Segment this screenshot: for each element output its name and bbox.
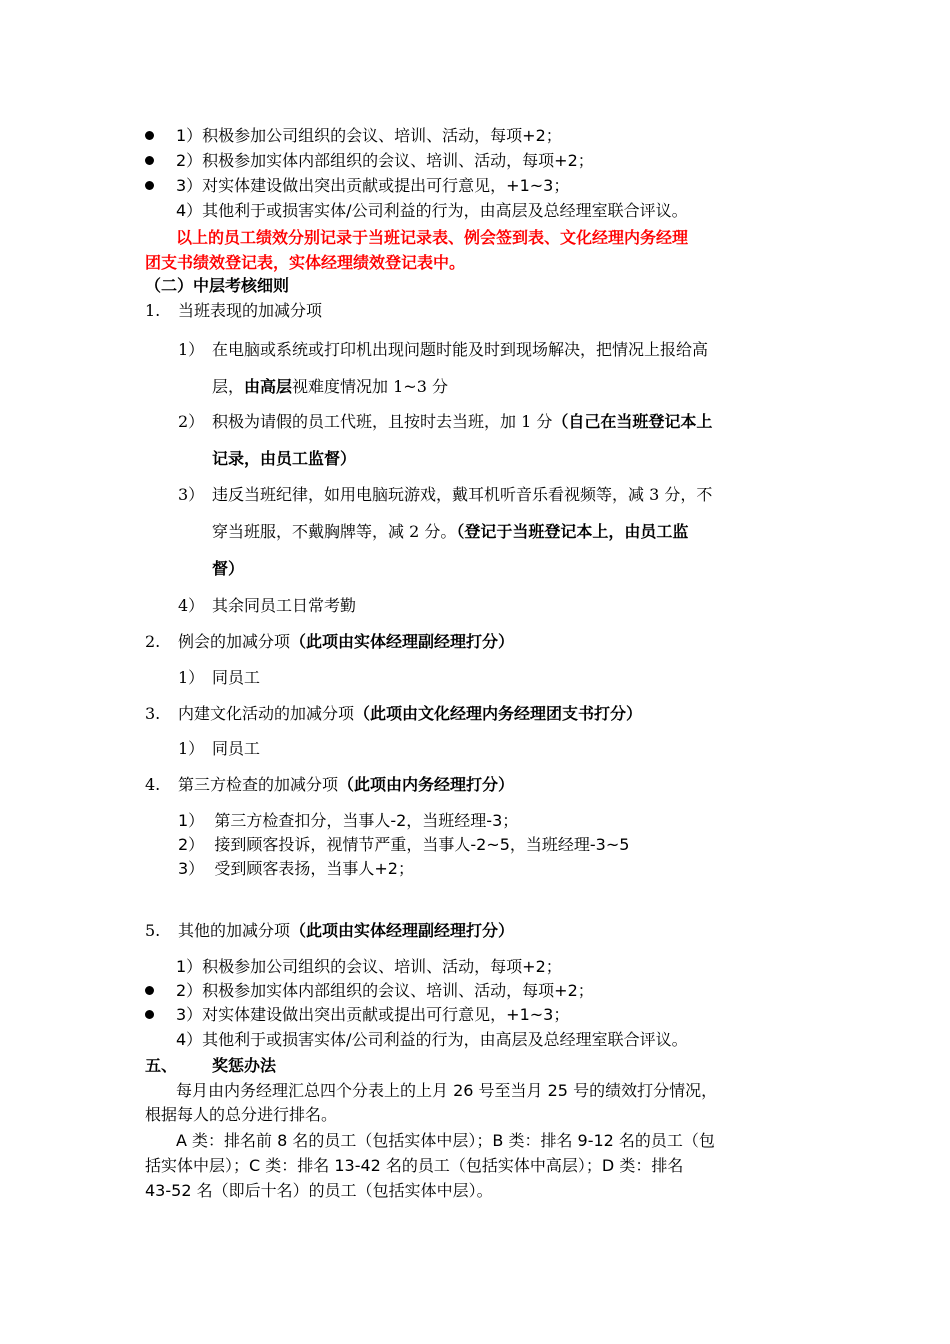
- list-item: 3）对实体建设做出突出贡献或提出可行意见，+1~3；: [176, 176, 570, 195]
- subitem-number: 1）: [178, 340, 205, 359]
- paragraph-line: 每月由内务经理汇总四个分表上的上月 26 号至当月 25 号的绩效打分情况，: [176, 1081, 718, 1100]
- item-number: 4.: [145, 775, 161, 794]
- bullet-icon: [145, 986, 154, 995]
- text-run: 层，: [212, 377, 245, 396]
- red-note-line: 团支书绩效登记表，实体经理绩效登记表中。: [145, 253, 466, 272]
- subitem-text: 违反当班纪律，如用电脑玩游戏，戴耳机听音乐看视频等，减 3 分，不: [212, 485, 713, 504]
- list-item: 1）积极参加公司组织的会议、培训、活动，每项+2；: [176, 126, 562, 145]
- subitem-number: 2）: [178, 412, 205, 431]
- item-title: [178, 631, 514, 653]
- subitem-text: 3） 受到顾客表扬，当事人+2；: [178, 859, 414, 878]
- text-run-bold: （此项由实体经理副经理打分）: [290, 921, 515, 940]
- subitem-text: [212, 411, 712, 433]
- text-run: 内建文化活动的加减分项: [178, 704, 355, 723]
- text-run-bold: （登记于当班登记本上，由员工监: [456, 522, 689, 541]
- list-item: 3）对实体建设做出突出贡献或提出可行意见，+1~3；: [176, 1005, 570, 1024]
- red-note-line: 以上的员工绩效分别记录于当班记录表、例会签到表、文化经理内务经理: [176, 228, 689, 247]
- item-number: 2.: [145, 632, 161, 651]
- bullet-icon: [145, 1010, 154, 1019]
- subitem-text: 记录，由员工监督）: [212, 449, 357, 468]
- item-number: 3.: [145, 704, 161, 723]
- text-run: 视难度情况加 1~3 分: [292, 377, 448, 396]
- subitem-number: 1）: [178, 668, 205, 687]
- list-item: 4）其他利于或损害实体/公司利益的行为，由高层及总经理室联合评议。: [176, 201, 688, 220]
- subitem-number: 3）: [178, 485, 205, 504]
- paragraph-line: A 类：排名前 8 名的员工（包括实体中层）；B 类：排名 9-12 名的员工（包: [176, 1131, 715, 1150]
- text-run: 穿当班服，不戴胸牌等，减 2 分。: [212, 522, 457, 541]
- subitem-text: [212, 376, 448, 398]
- subitem-text: 督）: [212, 559, 245, 578]
- text-run-bold: （此项由实体经理副经理打分）: [290, 632, 515, 651]
- text-run-bold: （自己在当班登记本上: [552, 412, 713, 431]
- subitem-number: 1）: [178, 739, 205, 758]
- bullet-icon: [145, 156, 154, 165]
- list-item: 4）其他利于或损害实体/公司利益的行为，由高层及总经理室联合评议。: [176, 1030, 688, 1049]
- item-title: [178, 703, 642, 725]
- item-number: 1.: [145, 301, 161, 320]
- subitem-text: 同员工: [212, 739, 261, 758]
- section-heading: （二）中层考核细则: [145, 276, 290, 295]
- subitem-text: 在电脑或系统或打印机出现问题时能及时到现场解决，把情况上报给高: [212, 340, 709, 359]
- subitem-text: 1） 第三方检查扣分，当事人-2，当班经理-3；: [178, 811, 519, 830]
- paragraph-line: 43-52 名（即后十名）的员工（包括实体中层）。: [145, 1181, 493, 1200]
- bullet-icon: [145, 181, 154, 190]
- list-item: 2）积极参加实体内部组织的会议、培训、活动，每项+2；: [176, 151, 594, 170]
- item-title: [178, 774, 514, 796]
- subitem-text: 同员工: [212, 668, 261, 687]
- section-number: 五、: [145, 1056, 178, 1075]
- item-title: 当班表现的加减分项: [178, 301, 323, 320]
- text-run-bold: （此项由文化经理内务经理团支书打分）: [354, 704, 643, 723]
- item-number: 5.: [145, 921, 161, 940]
- item-title: [178, 920, 514, 942]
- subitem-number: 4）: [178, 596, 205, 615]
- subitem-text: 其余同员工日常考勤: [212, 596, 357, 615]
- list-item: 1）积极参加公司组织的会议、培训、活动，每项+2；: [176, 957, 562, 976]
- paragraph-line: 根据每人的总分进行排名。: [145, 1105, 338, 1124]
- text-run-bold: （此项由内务经理打分）: [338, 775, 515, 794]
- bullet-icon: [145, 131, 154, 140]
- text-run: 积极为请假的员工代班，且按时去当班，加 1 分: [212, 412, 553, 431]
- text-run: 例会的加减分项: [178, 632, 291, 651]
- text-run: 其他的加减分项: [178, 921, 291, 940]
- list-item: 2）积极参加实体内部组织的会议、培训、活动，每项+2；: [176, 981, 594, 1000]
- text-run-bold: 由高层: [244, 377, 293, 396]
- paragraph-line: 括实体中层）；C 类：排名 13-42 名的员工（包括实体中高层）；D 类：排名: [145, 1156, 684, 1175]
- text-run: 第三方检查的加减分项: [178, 775, 339, 794]
- subitem-text: [212, 521, 688, 543]
- section-heading: 奖惩办法: [212, 1056, 277, 1075]
- subitem-text: 2） 接到顾客投诉，视情节严重，当事人-2~5，当班经理-3~5: [178, 835, 630, 854]
